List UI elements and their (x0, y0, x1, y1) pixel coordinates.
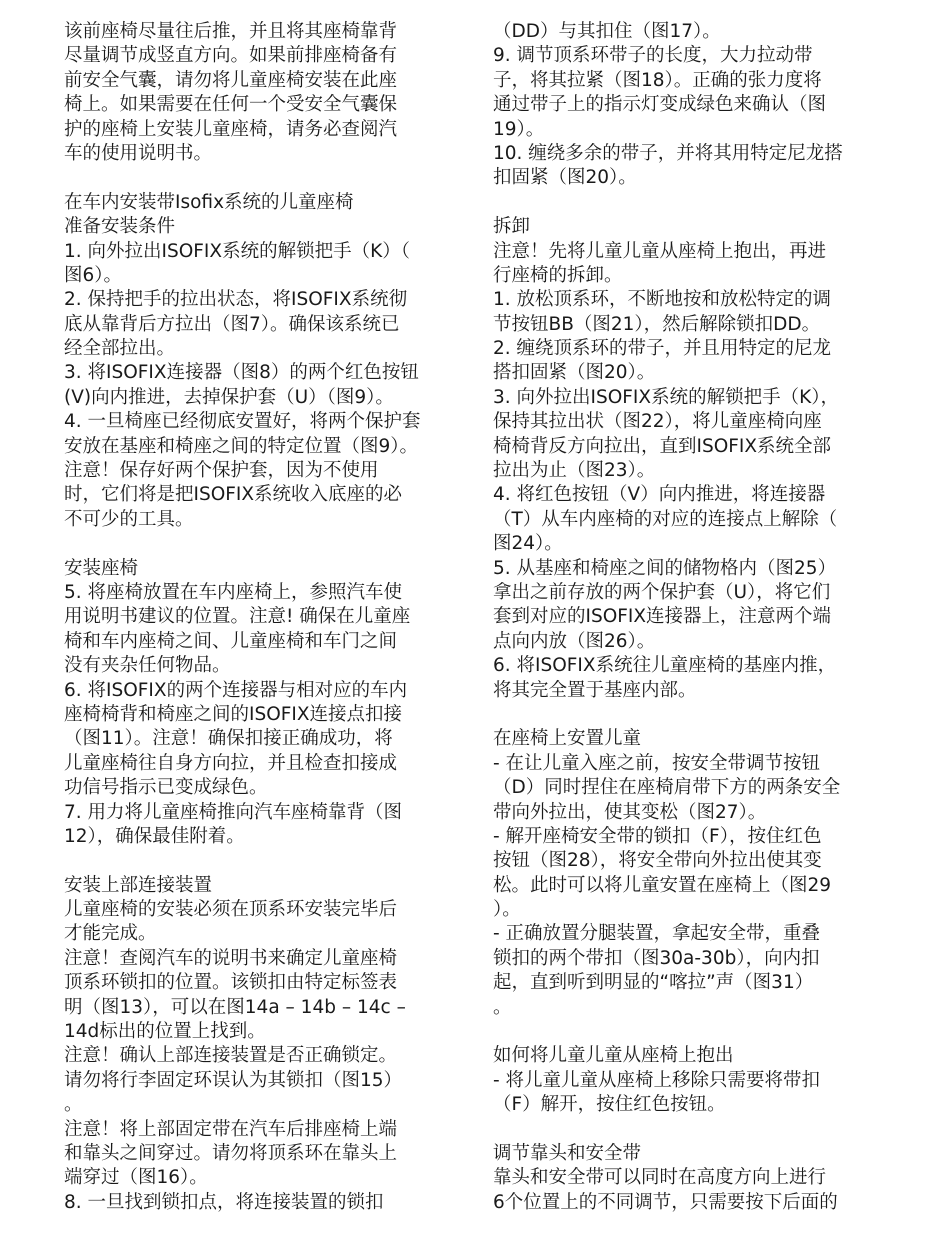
text-line: 节按钮BB（图21），然后解除锁扣DD。 (493, 313, 821, 335)
text-line: 没有夹杂任何物品。 (64, 655, 231, 677)
text-line: 扣固紧（图20）。 (493, 167, 637, 189)
text-line: 注意！确认上部连接装置是否正确锁定。 (64, 1045, 398, 1067)
text-line (64, 849, 450, 873)
text-line: 前安全气囊，请勿将儿童座椅安装在此座 (64, 69, 398, 91)
text-line: 在车内安装带Isofix系统的儿童座椅 (64, 191, 354, 213)
text-line: 椅上。如果需要在任何一个受安全气囊保 (64, 94, 398, 116)
text-line: 底从靠背后方拉出（图7）。确保该系统已 (64, 313, 400, 335)
text-line: 8. 一旦找到锁扣点，将连接装置的锁扣 (64, 1191, 384, 1213)
text-line: 将其完全置于基座内部。 (493, 679, 697, 701)
text-line (493, 1020, 879, 1044)
text-line: 尽量调节成竖直方向。如果前排座椅备有 (64, 45, 398, 67)
text-line: 椅和车内座椅之间、儿童座椅和车门之间 (64, 630, 398, 652)
text-line: （T）从车内座椅的对应的连接点上解除（ (493, 508, 838, 530)
text-line: 该前座椅尽量往后推，并且将其座椅靠背 (64, 21, 398, 42)
text-line (493, 191, 879, 215)
text-line: 在座椅上安置儿童 (493, 728, 642, 750)
text-line: （D）同时捏住在座椅肩带下方的两条安全 (493, 777, 841, 799)
text-line: 6. 将ISOFIX系统往儿童座椅的基座内推， (493, 655, 837, 677)
text-line: 松。此时可以将儿童安置在座椅上（图29 (493, 874, 832, 896)
text-line: 明（图13），可以在图14a – 14b – 14c – (64, 996, 406, 1018)
text-line: 。 (493, 996, 512, 1018)
text-line: 4. 一旦椅座已经彻底安置好，将两个保护套 (64, 411, 421, 433)
text-line: 3. 将ISOFIX连接器（图8）的两个红色按钮 (64, 362, 419, 384)
text-line: 图24）。 (493, 533, 563, 555)
text-line: 功信号指示已变成绿色。 (64, 777, 268, 799)
text-line: 经全部拉出。 (64, 338, 176, 360)
text-line: 3. 向外拉出ISOFIX系统的解锁把手（K）， (493, 386, 839, 408)
text-line: 才能完成。 (64, 923, 157, 945)
text-line: 靠头和安全带可以同时在高度方向上进行 (493, 1167, 827, 1189)
text-line: - 将儿童儿童从座椅上移除只需要将带扣 (493, 1069, 821, 1091)
text-line: - 正确放置分腿装置，拿起安全带，重叠 (493, 923, 821, 945)
text-line: 请勿将行李固定环误认为其锁扣（图15） (64, 1069, 403, 1091)
text-line: 座椅椅背和椅座之间的ISOFIX连接点扣接 (64, 703, 403, 725)
text-line: 注意！先将儿童儿童从座椅上抱出，再进 (493, 240, 827, 262)
text-line: 2. 缠绕顶系环的带子，并且用特定的尼龙 (493, 338, 832, 360)
text-line: 注意！查阅汽车的说明书来确定儿童座椅 (64, 947, 398, 969)
text-line: 调节靠头和安全带 (493, 1142, 642, 1164)
text-line (493, 703, 879, 727)
text-line: 2. 保持把手的拉出状态，将ISOFIX系统彻 (64, 289, 408, 311)
text-line: 。 (64, 1094, 83, 1116)
text-line: - 在让儿童入座之前，按安全带调节按钮 (493, 752, 821, 774)
text-line: （DD）与其扣住（图17）。 (493, 21, 721, 42)
text-line: 顶系环锁扣的位置。该锁扣由特定标签表 (64, 972, 398, 994)
text-line: ）。 (493, 899, 521, 921)
text-line: 按钮（图28），将安全带向外拉出使其变 (493, 850, 822, 872)
text-line: 19）。 (493, 118, 545, 140)
text-line: 儿童座椅的安装必须在顶系环安装完毕后 (64, 899, 398, 921)
text-line: 10. 缠绕多余的带子，并将其用特定尼龙搭 (493, 142, 843, 164)
text-line: 1. 放松顶系环，不断地按和放松特定的调 (493, 289, 832, 311)
text-line: 12），确保最佳附着。 (64, 825, 245, 847)
text-line: 套到对应的ISOFIX连接器上，注意两个端 (493, 606, 832, 628)
text-line: 车的使用说明书。 (64, 142, 213, 164)
text-line: - 解开座椅安全带的锁扣（F），按住红色 (493, 825, 822, 847)
text-line: 拉出为止（图23）。 (493, 460, 656, 482)
text-line: 注意！保存好两个保护套，因为不使用 (64, 460, 379, 482)
text-line (64, 532, 450, 556)
text-line: 拆卸 (493, 216, 531, 238)
text-line (64, 166, 450, 190)
text-line: 14d标出的位置上找到。 (64, 1021, 266, 1043)
text-line: 4. 将红色按钮（V）向内推进，将连接器 (493, 484, 826, 506)
text-line: (V)向内推进，去掉保护套（U）（图9）。 (64, 386, 394, 408)
text-line: 端穿过（图16）。 (64, 1167, 208, 1189)
text-line: （图11）。注意！确保扣接正确成功，将 (64, 728, 393, 750)
text-line: 锁扣的两个带扣（图30a-30b），向内扣 (493, 947, 820, 969)
text-line: 用说明书建议的位置。注意! 确保在儿童座 (64, 606, 411, 628)
text-line: 5. 从基座和椅座之间的储物格内（图25） (493, 557, 837, 579)
right-text-column (493, 20, 879, 1215)
text-line: 带向外拉出，使其变松（图27）。 (493, 801, 767, 823)
text-line: 6. 将ISOFIX的两个连接器与相对应的车内 (64, 679, 408, 701)
text-line: 点向内放（图26）。 (493, 630, 656, 652)
text-line: 护的座椅上安装儿童座椅，请务必查阅汽 (64, 118, 398, 140)
text-line: 行座椅的拆卸。 (493, 264, 623, 286)
text-line: （F）解开，按住红色按钮。 (493, 1094, 726, 1116)
text-line: 9. 调节顶系环带子的长度，大力拉动带 (493, 45, 813, 67)
text-line: 和靠头之间穿过。请勿将顶系环在靠头上 (64, 1142, 398, 1164)
text-line: 如何将儿童儿童从座椅上抱出 (493, 1045, 734, 1067)
text-line: 准备安装条件 (64, 216, 176, 238)
text-line: 通过带子上的指示灯变成绿色来确认（图 (493, 94, 827, 116)
text-line: 子，将其拉紧（图18）。正确的张力度将 (493, 69, 822, 91)
text-line: 时，它们将是把ISOFIX系统收入底座的必 (64, 484, 403, 506)
left-text-column (64, 20, 450, 1215)
text-line: 注意！将上部固定带在汽车后排座椅上端 (64, 1118, 398, 1140)
text-line: 安装座椅 (64, 557, 139, 579)
text-line: 起，直到听到明显的“喀拉”声（图31） (493, 972, 814, 994)
text-line: 安放在基座和椅座之间的特定位置（图9）。 (64, 435, 419, 457)
text-line: 图6）。 (64, 264, 123, 286)
text-line: 拿出之前存放的两个保护套（U），将它们 (493, 581, 831, 603)
text-line: 儿童座椅往自身方向拉，并且检查扣接成 (64, 752, 398, 774)
text-line: 6个位置上的不同调节，只需要按下后面的 (493, 1191, 838, 1213)
text-line: 1. 向外拉出ISOFIX系统的解锁把手（K）（ (64, 240, 410, 262)
text-line: 搭扣固紧（图20）。 (493, 362, 656, 384)
text-line: 保持其拉出状（图22），将儿童座椅向座 (493, 411, 822, 433)
text-line: 不可少的工具。 (64, 508, 194, 530)
text-line (493, 1118, 879, 1142)
text-line: 5. 将座椅放置在车内座椅上，参照汽车使 (64, 581, 403, 603)
text-line: 椅椅背反方向拉出，直到ISOFIX系统全部 (493, 435, 832, 457)
text-line: 7. 用力将儿童座椅推向汽车座椅靠背（图 (64, 801, 403, 823)
text-line: 安装上部连接装置 (64, 874, 213, 896)
